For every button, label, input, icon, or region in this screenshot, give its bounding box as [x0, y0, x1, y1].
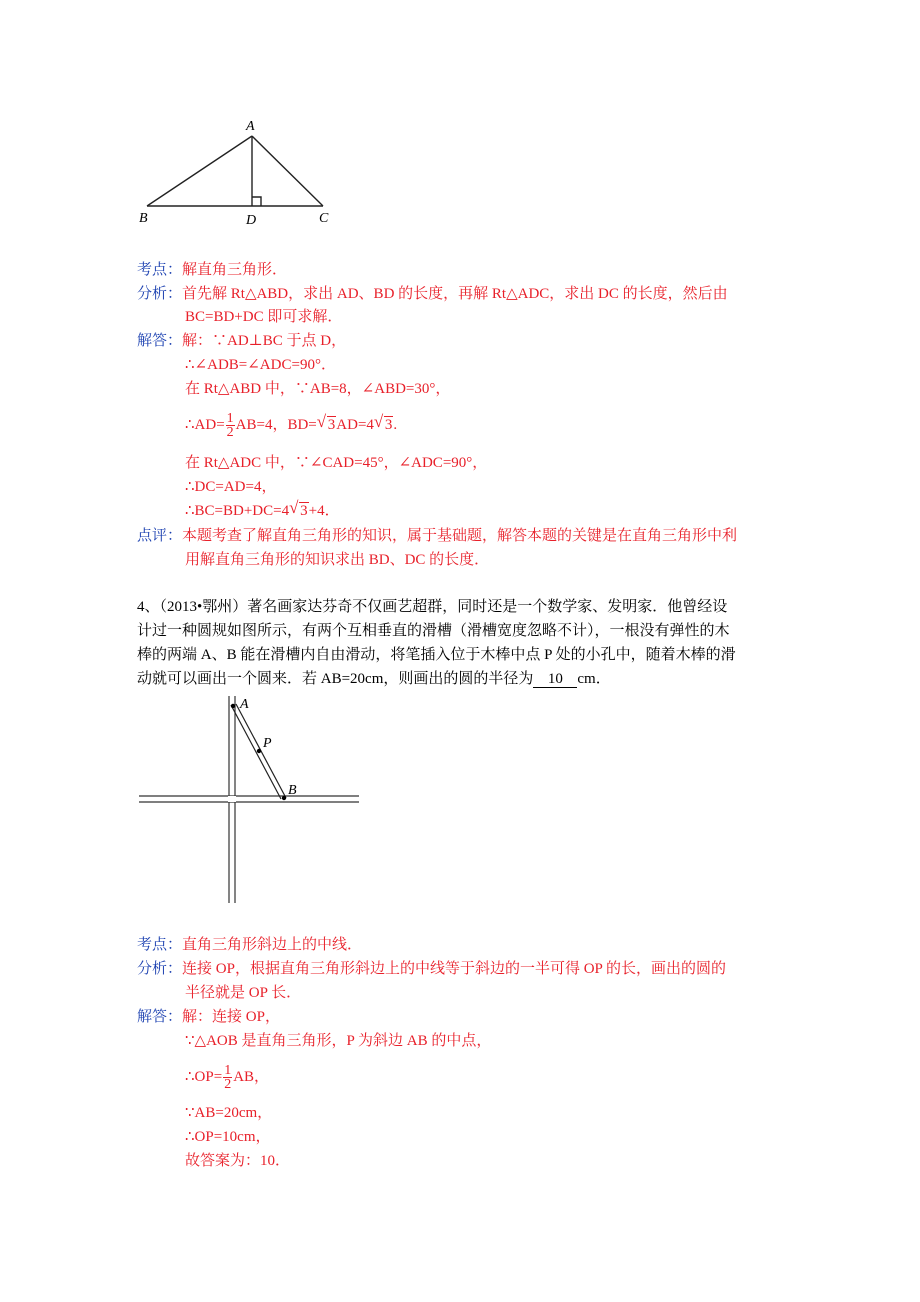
fraction-half — [226, 412, 235, 439]
jieda-step2: ∴∠ADB=∠ADC=90°． — [185, 357, 336, 373]
fenxi-line1: 首先解 Rt△ABD，求出 AD、BD 的长度，再解 Rt△ADC，求出 DC 的长度，然后由 — [182, 286, 728, 302]
fenxi-label: 分析： — [137, 286, 183, 302]
right-angle-mark — [252, 197, 261, 206]
fraction-denominator: 2 — [226, 425, 234, 440]
radicand: 3 — [384, 416, 393, 433]
jieda-step3 — [185, 1064, 269, 1091]
label-b: B — [288, 783, 297, 798]
jieda-step3: 在 Rt△ABD 中，∵AB=8，∠ABD=30°， — [185, 381, 451, 397]
fraction-half — [223, 1064, 232, 1091]
kaodian-text: 解直角三角形． — [182, 262, 288, 278]
step4-mid2: AD=4 — [336, 416, 374, 433]
jieda-step7 — [185, 501, 340, 521]
fraction-numerator: 1 — [226, 411, 234, 426]
step4-prefix: ∴AD= — [185, 416, 225, 433]
label-d: D — [246, 213, 257, 228]
compass-slots-figure — [137, 692, 361, 907]
fenxi-label: 分析： — [137, 961, 183, 977]
jieda-label: 解答： — [137, 333, 183, 349]
step7-end: +4． — [308, 503, 340, 519]
label-c: C — [319, 211, 329, 226]
kaodian-label: 考点： — [137, 937, 183, 953]
q4-para-line1: 4、（2013•鄂州）著名画家达芬奇不仅画艺超群，同时还是一个数学家、发明家．他曾经设 — [137, 599, 728, 615]
step4-mid: AB=4，BD= — [235, 416, 317, 433]
step7-prefix: ∴BC=BD+DC=4 — [185, 503, 290, 519]
fenxi-line1: 连接 OP，根据直角三角形斜边上的中线等于斜边的一半可得 OP 的长，画出的圆的 — [182, 961, 727, 977]
radicand: 3 — [300, 503, 308, 519]
rod-edge-left — [231, 705, 281, 799]
dianping-line2: 用解直角三角形的知识求出 BD、DC 的长度． — [185, 552, 490, 568]
jieda-step6: 故答案为：10． — [185, 1153, 291, 1169]
jieda-step4: ∵AB=20cm， — [185, 1105, 273, 1121]
jieda-step2: ∵△AOB 是直角三角形，P 为斜边 AB 的中点， — [185, 1033, 492, 1049]
q4-para-line4 — [137, 669, 611, 689]
fenxi-line2: 半径就是 OP 长． — [185, 985, 302, 1001]
jieda-step6: ∴DC=AD=4， — [185, 479, 277, 495]
label-b: B — [139, 211, 148, 226]
point-a — [231, 704, 235, 708]
jieda-step1: 解：连接 OP， — [182, 1009, 280, 1025]
jieda-step5: 在 Rt△ADC 中，∵∠CAD=45°，∠ADC=90°， — [185, 455, 488, 471]
answer-blank: 10 — [533, 671, 577, 688]
dianping-label: 点评： — [137, 528, 183, 544]
point-p — [257, 749, 261, 753]
sqrt-symbol — [318, 415, 337, 435]
kaodian-text: 直角三角形斜边上的中线． — [182, 937, 363, 953]
label-p: P — [263, 736, 272, 751]
sqrt-symbol — [375, 415, 394, 435]
q4-line4-text: 动就可以画出一个圆来．若 AB=20cm，则画出的圆的半径为 — [137, 671, 534, 687]
q4-para-line3: 棒的两端 A、B 能在滑槽内自由滑动，将笔插入位于木棒中点 P 处的小孔中，随着木棒的滑 — [137, 647, 736, 663]
q4-para-line2: 计过一种圆规如图所示，有两个互相垂直的滑槽（滑槽宽度忽略不计），一根没有弹性的木 — [137, 623, 730, 639]
step3-end: AB， — [233, 1068, 270, 1085]
step4-end: . — [393, 416, 398, 433]
fenxi-line2: BC=BD+DC 即可求解． — [185, 309, 343, 325]
jieda-label: 解答： — [137, 1009, 183, 1025]
triangle-figure — [135, 112, 345, 230]
dianping-line1: 本题考查了解直角三角形的知识，属于基础题，解答本题的关键是在直角三角形中利 — [182, 528, 738, 544]
label-a: A — [246, 119, 255, 134]
jieda-step5: ∴OP=10cm， — [185, 1129, 271, 1145]
side-ac — [252, 136, 323, 206]
sqrt-symbol — [290, 501, 309, 521]
step3-prefix: ∴OP= — [185, 1068, 223, 1085]
jieda-step1: 解：∵AD⊥BC 于点 D， — [182, 333, 347, 349]
radicand: 3 — [327, 416, 336, 433]
q4-line4-unit: cm． — [577, 671, 611, 687]
fraction-denominator: 2 — [224, 1077, 232, 1092]
jieda-step4 — [185, 412, 397, 439]
point-b — [282, 796, 286, 800]
side-ab — [147, 136, 252, 206]
label-a: A — [240, 697, 249, 712]
kaodian-label: 考点： — [137, 262, 183, 278]
fraction-numerator: 1 — [224, 1063, 232, 1078]
